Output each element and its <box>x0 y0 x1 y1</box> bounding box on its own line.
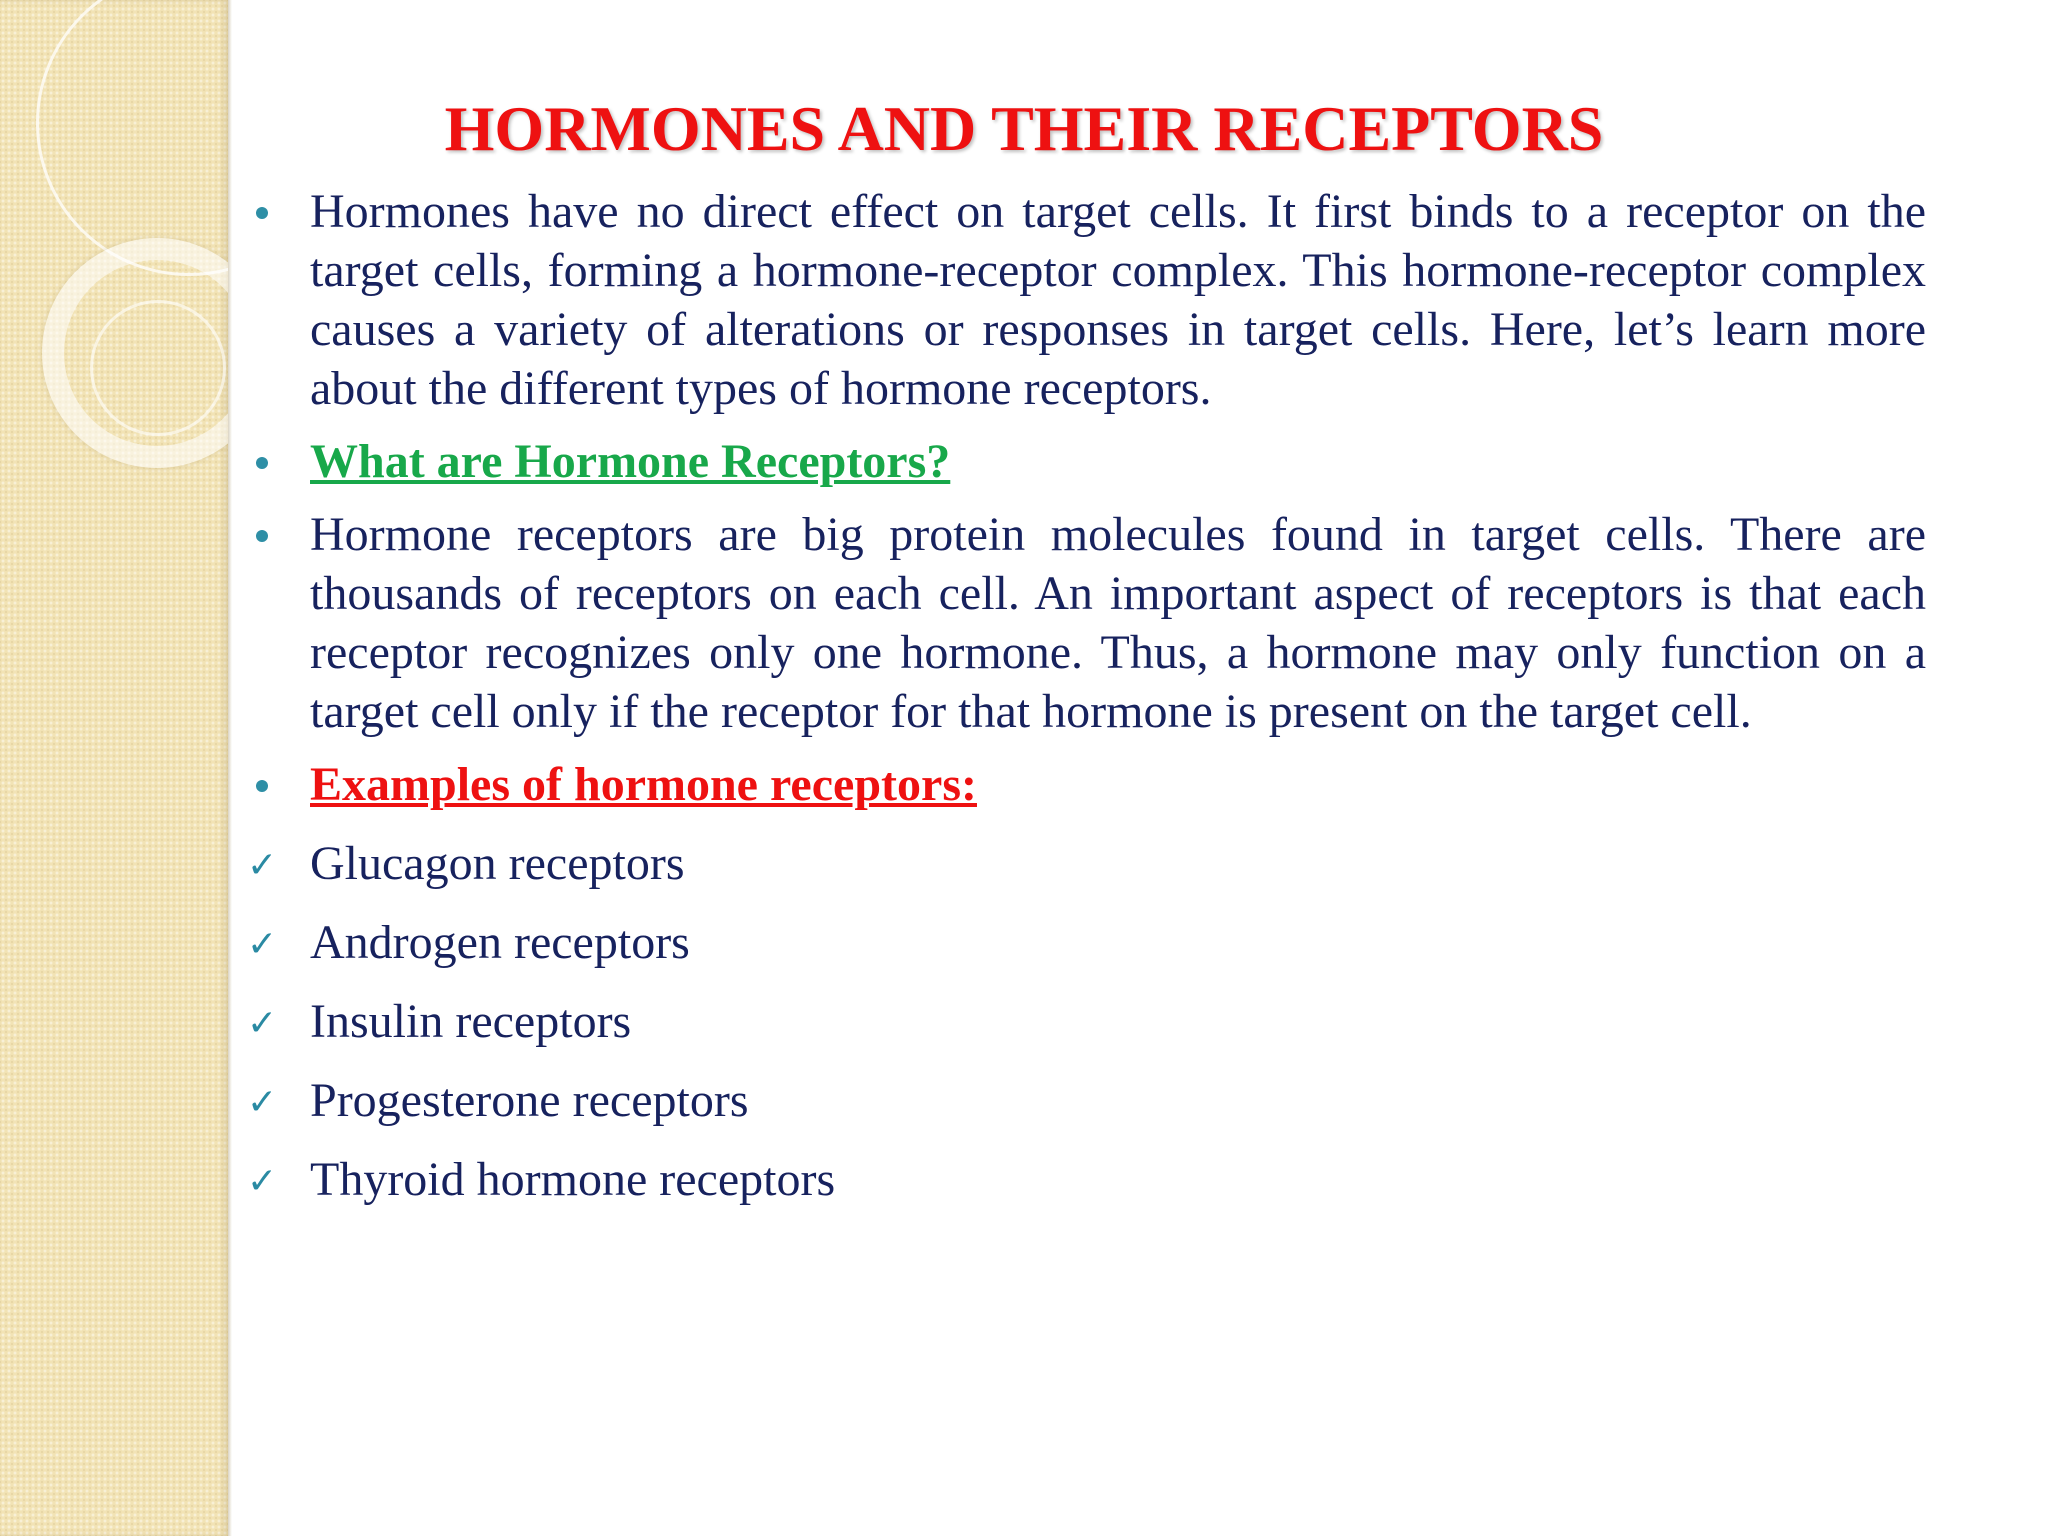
checklist-item-text: Progesterone receptors <box>310 1074 749 1127</box>
bullet-examples-heading <box>242 755 1926 814</box>
round-bullet-icon <box>256 207 268 219</box>
checklist-item <box>242 913 1926 972</box>
slide-body <box>242 182 1926 1209</box>
slide-title <box>0 92 2048 166</box>
checklist-item-text: Glucagon receptors <box>310 837 685 890</box>
bullet-intro <box>242 182 1926 418</box>
checklist-item <box>242 1071 1926 1130</box>
checklist-item-text: Androgen receptors <box>310 916 690 969</box>
checkmark-icon: ✓ <box>247 1003 278 1044</box>
checkmark-icon: ✓ <box>247 845 278 886</box>
examples-heading-text: Examples of hormone receptors: <box>310 758 977 811</box>
bullet-definition-text: Hormone receptors are big protein molecules found in target cells. There are thousands of receptors on each cell. An important aspect of receptors is that each receptor recognizes only one hormone. Thus, a hormone may only function on a target cell only if the receptor for that hormone is present on the target cell. <box>310 508 1926 738</box>
bullet-question-heading <box>242 432 1926 491</box>
round-bullet-icon <box>256 457 268 469</box>
checkmark-icon: ✓ <box>247 924 278 965</box>
decorative-sidebar <box>0 0 228 1536</box>
decorative-ring-small <box>90 300 226 436</box>
checklist-item-text: Thyroid hormone receptors <box>310 1153 836 1206</box>
checklist-item <box>242 834 1926 893</box>
checklist-item-text: Insulin receptors <box>310 995 632 1048</box>
checkmark-icon: ✓ <box>247 1161 278 1202</box>
sidebar-divider <box>228 0 232 1536</box>
round-bullet-icon <box>256 780 268 792</box>
slide-title-text: HORMONES AND THEIR RECEPTORS <box>444 93 1604 164</box>
checklist-item <box>242 1150 1926 1209</box>
bullet-definition <box>242 505 1926 741</box>
round-bullet-icon <box>256 530 268 542</box>
question-heading-text: What are Hormone Receptors? <box>310 435 951 488</box>
bullet-intro-text: Hormones have no direct effect on target cells. It first binds to a receptor on the target cells, forming a hormone-receptor complex. This hormone-receptor complex causes a variety of alterations or responses in target cells. Here, let’s learn more about the different types of hormone receptors. <box>310 185 1926 415</box>
checkmark-icon: ✓ <box>247 1082 278 1123</box>
checklist-item <box>242 992 1926 1051</box>
